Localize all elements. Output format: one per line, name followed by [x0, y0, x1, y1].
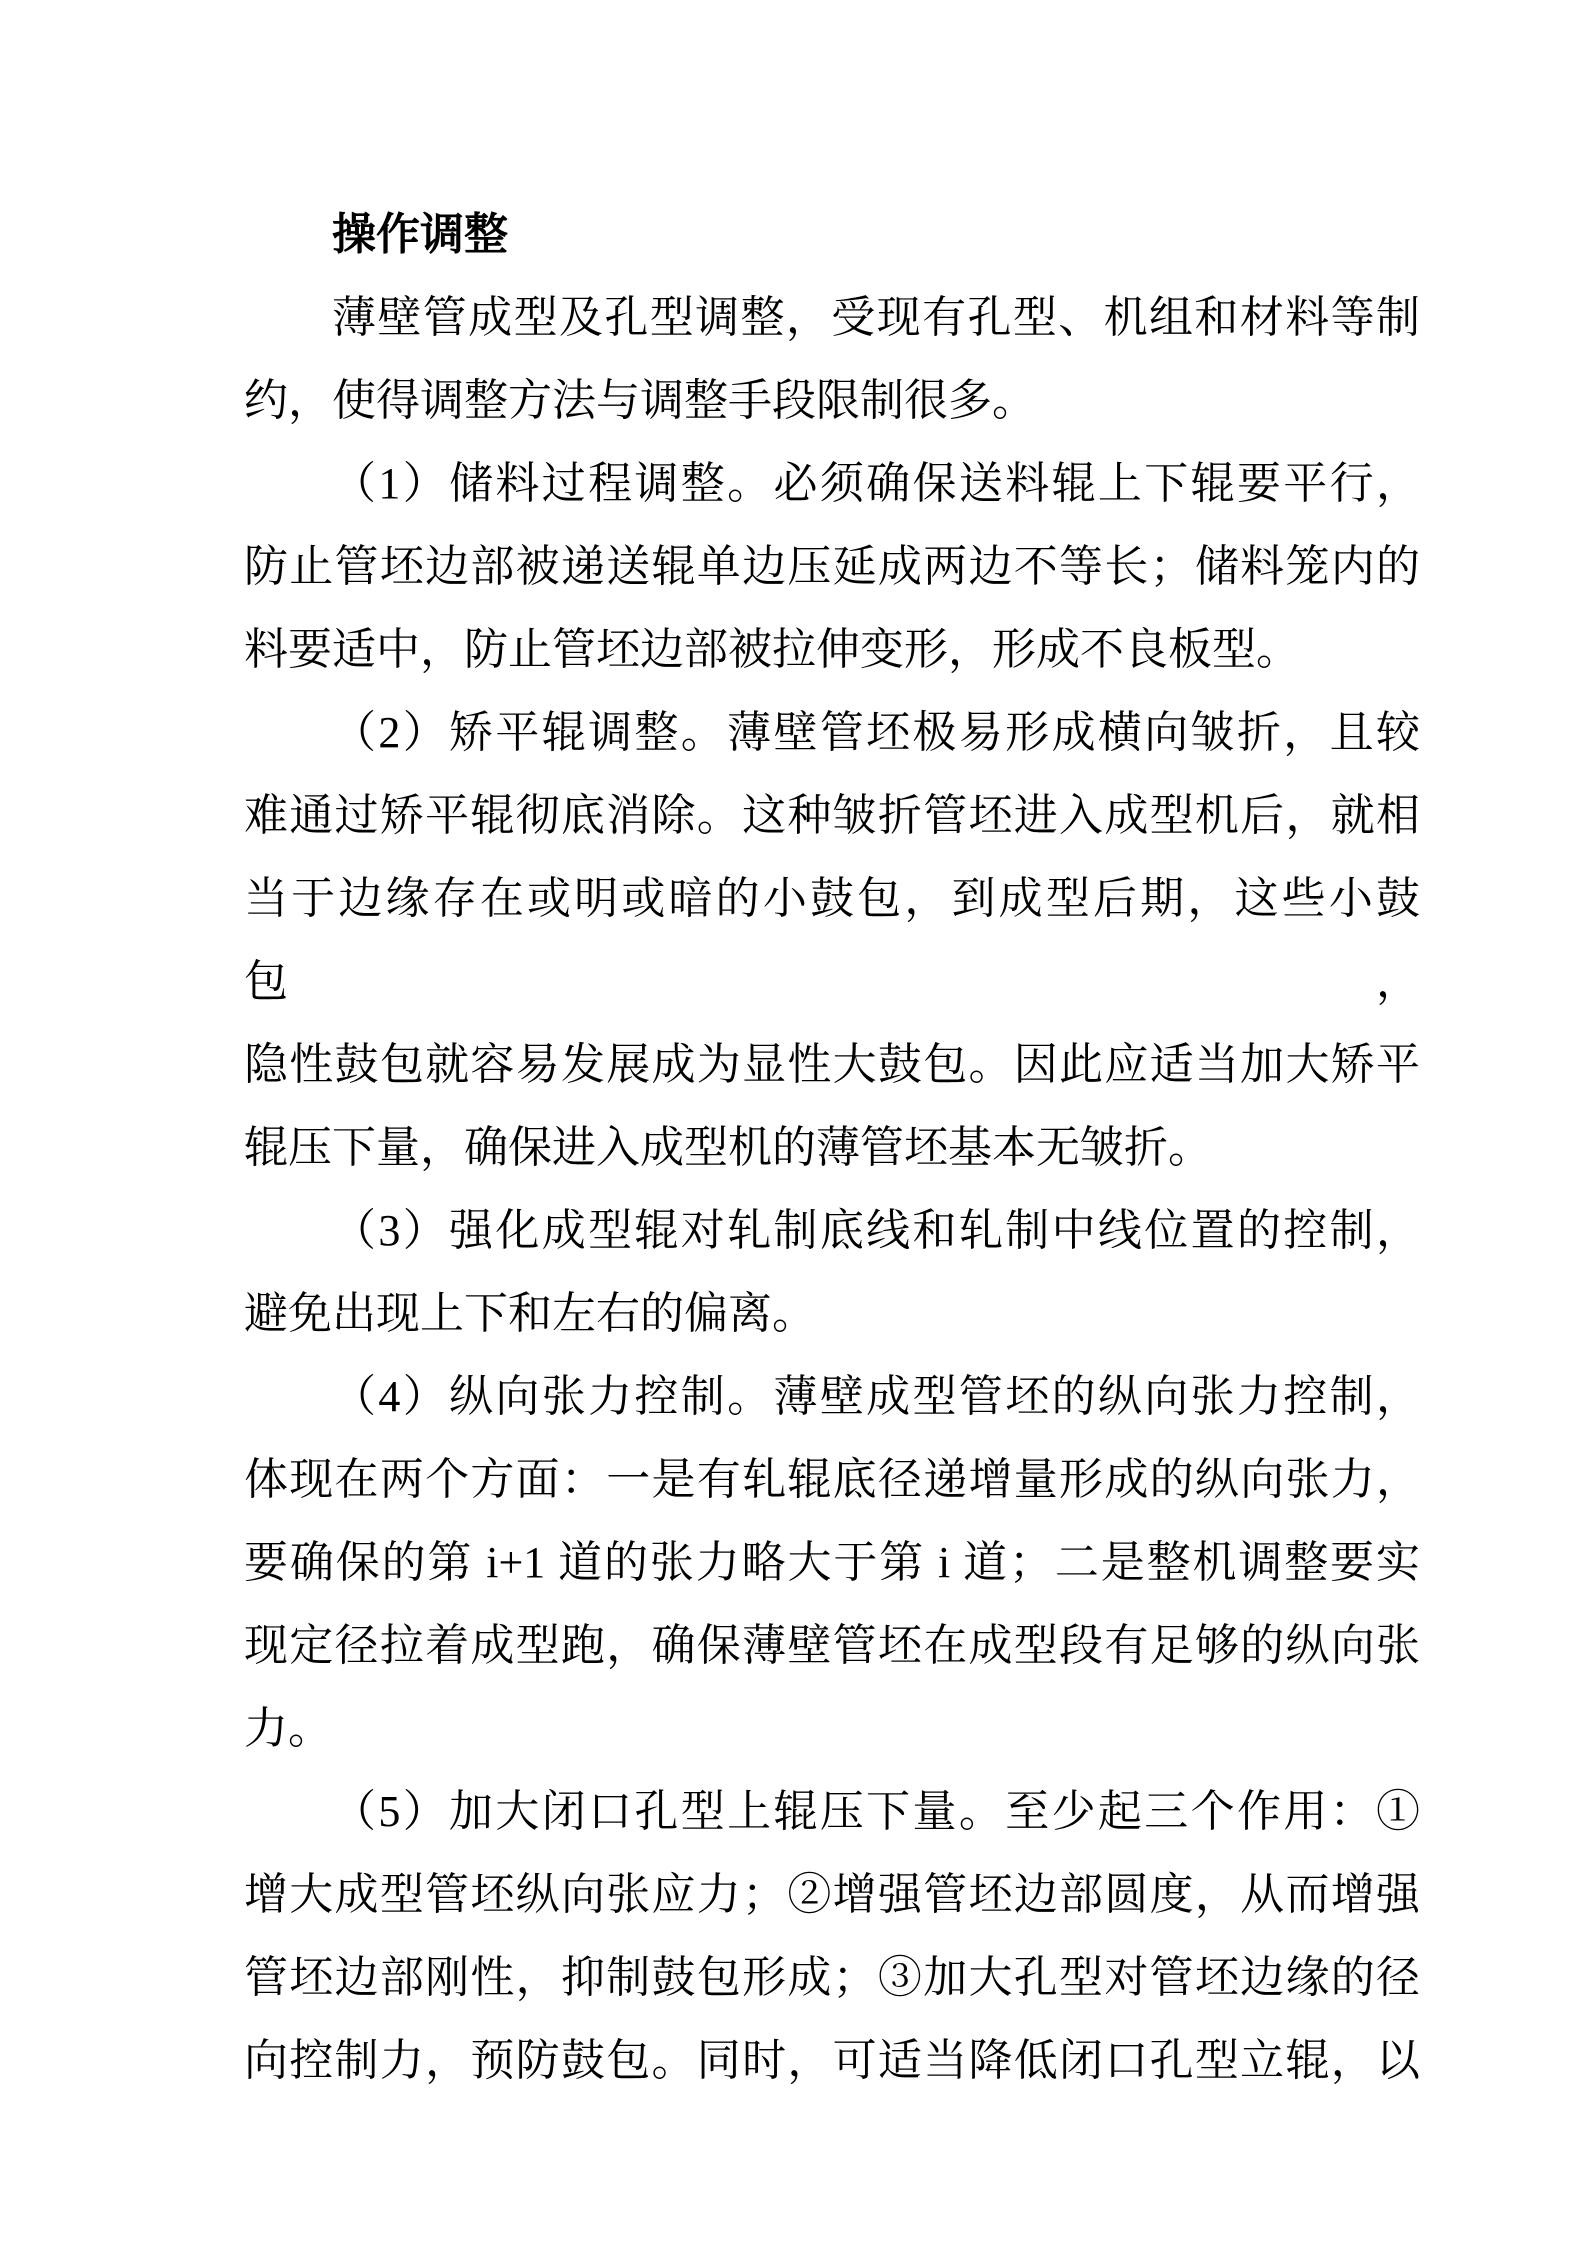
- text-line: 管坯边部刚性，抑制鼓包形成；③加大孔型对管坯边缘的径: [244, 1953, 1420, 2002]
- text-line: （2）矫平辊调整。薄壁管坯极易形成横向皱折，且较: [332, 708, 1420, 757]
- text-line: 增大成型管坯纵向张应力；②增强管坯边部圆度，从而增强: [244, 1870, 1420, 1919]
- text-line: 力。: [244, 1704, 332, 1753]
- text-line: （3）强化成型辊对轧制底线和轧制中线位置的控制，: [332, 1206, 1420, 1255]
- text-line: 隐性鼓包就容易发展成为显性大鼓包。因此应适当加大矫平: [244, 1040, 1420, 1089]
- document-body: [244, 193, 1420, 2102]
- text-line: （1）储料过程调整。必须确保送料辊上下辊要平行，: [332, 459, 1420, 508]
- text-line: （5）加大闭口孔型上辊压下量。至少起三个作用：①: [332, 1787, 1420, 1836]
- text-line: 避免出现上下和左右的偏离。: [244, 1289, 816, 1338]
- text-line: 薄壁管成型及孔型调整，受现有孔型、机组和材料等制: [332, 293, 1420, 342]
- text-line: 现定径拉着成型跑，确保薄壁管坯在成型段有足够的纵向张: [244, 1621, 1420, 1670]
- text-line: 向控制力，预防鼓包。同时，可适当降低闭口孔型立辊，以: [244, 2036, 1420, 2085]
- text-line: 当于边缘存在或明或暗的小鼓包，到成型后期，这些小鼓包，: [244, 874, 1420, 1006]
- text-line: 辊压下量，确保进入成型机的薄管坯基本无皱折。: [244, 1123, 1212, 1172]
- text-line: 难通过矫平辊彻底消除。这种皱折管坯进入成型机后，就相: [244, 791, 1420, 840]
- text-line: 体现在两个方面：一是有轧辊底径递增量形成的纵向张力，: [244, 1455, 1420, 1504]
- text-line: 约，使得调整方法与调整手段限制很多。: [244, 376, 1036, 425]
- section-heading: 操作调整: [332, 210, 508, 259]
- text-line: 料要适中，防止管坯边部被拉伸变形，形成不良板型。: [244, 625, 1300, 674]
- text-line: 要确保的第 i+1 道的张力略大于第 i 道；二是整机调整要实: [244, 1538, 1420, 1587]
- text-line: 防止管坯边部被递送辊单边压延成两边不等长；储料笼内的: [244, 542, 1420, 591]
- text-line: （4）纵向张力控制。薄壁成型管坯的纵向张力控制，: [332, 1372, 1420, 1421]
